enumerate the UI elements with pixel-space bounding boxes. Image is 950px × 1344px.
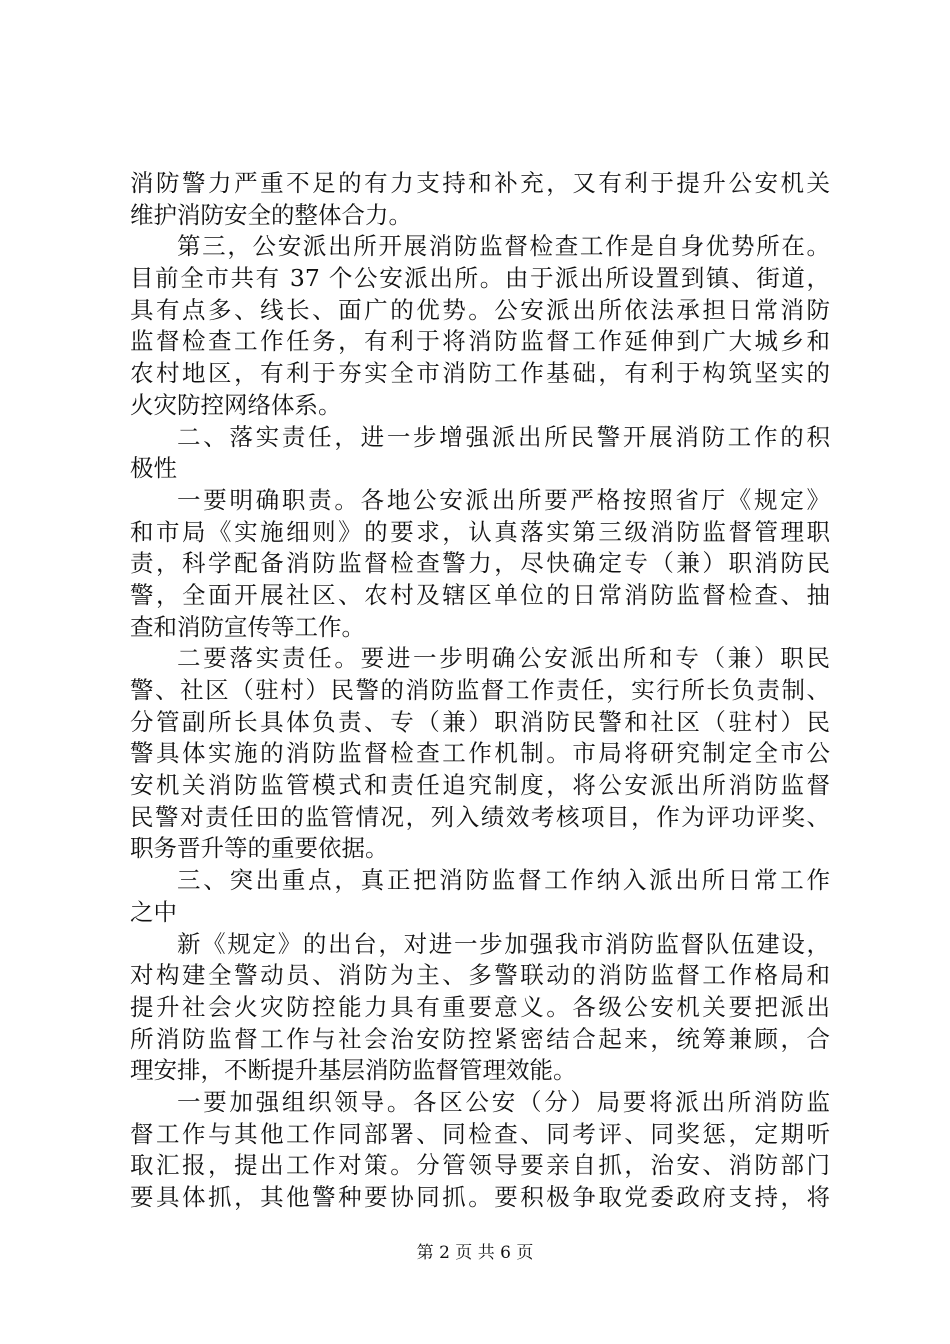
text-line: 安机关消防监管模式和责任追究制度，将公安派出所消防监督 bbox=[130, 771, 830, 800]
document-body bbox=[130, 168, 830, 1214]
text-line: 取汇报，提出工作对策。分管领导要亲自抓，治安、消防部门 bbox=[130, 1151, 830, 1180]
paragraph-first-line: 二要落实责任。要进一步明确公安派出所和专（兼）职民 bbox=[177, 644, 830, 673]
page-footer: 第 2 页 共 6 页 bbox=[416, 1243, 534, 1263]
text-line: 督工作与其他工作同部署、同检查、同考评、同奖惩，定期听 bbox=[130, 1119, 830, 1148]
text-line: 之中 bbox=[130, 897, 177, 926]
text-line: 对构建全警动员、消防为主、多警联动的消防监督工作格局和 bbox=[130, 961, 830, 990]
text-line: 警，全面开展社区、农村及辖区单位的日常消防监督检查、抽 bbox=[130, 580, 830, 609]
text-line: 责，科学配备消防监督检查警力，尽快确定专（兼）职消防民 bbox=[130, 549, 830, 578]
paragraph-first-line: 二、落实责任，进一步增强派出所民警开展消防工作的积 bbox=[177, 422, 830, 451]
paragraph-first-line: 一要明确职责。各地公安派出所要严格按照省厅《规定》 bbox=[177, 485, 830, 514]
text-line: 消防警力严重不足的有力支持和补充，又有利于提升公安机关 bbox=[130, 169, 830, 197]
text-line: 要具体抓，其他警种要协同抓。要积极争取党委政府支持，将 bbox=[130, 1183, 830, 1211]
text-line: 极性 bbox=[130, 454, 177, 483]
text-line: 警具体实施的消防监督检查工作机制。市局将研究制定全市公 bbox=[130, 739, 830, 768]
text-line: 监督检查工作任务，有利于将消防监督工作延伸到广大城乡和 bbox=[130, 327, 830, 356]
text-line: 目前全市共有 37 个公安派出所。由于派出所设置到镇、街道， bbox=[130, 264, 830, 293]
text-line: 维护消防安全的整体合力。 bbox=[130, 200, 412, 229]
text-line: 理安排，不断提升基层消防监督管理效能。 bbox=[130, 1056, 577, 1085]
text-line: 所消防监督工作与社会治安防控紧密结合起来，统筹兼顾，合 bbox=[130, 1024, 830, 1053]
paragraph-first-line: 第三，公安派出所开展消防监督检查工作是自身优势所在。 bbox=[177, 232, 830, 261]
paragraph-first-line: 三、突出重点，真正把消防监督工作纳入派出所日常工作 bbox=[177, 866, 830, 895]
text-line: 警、社区（驻村）民警的消防监督工作责任，实行所长负责制、 bbox=[130, 676, 830, 704]
text-line: 民警对责任田的监管情况，列入绩效考核项目，作为评功评奖、 bbox=[130, 802, 830, 831]
text-line: 具有点多、线长、面广的优势。公安派出所依法承担日常消防 bbox=[130, 295, 830, 324]
paragraph-first-line: 新《规定》的出台，对进一步加强我市消防监督队伍建设， bbox=[177, 929, 830, 958]
text-line: 提升社会火灾防控能力具有重要意义。各级公安机关要把派出 bbox=[130, 992, 830, 1021]
text-line: 职务晋升等的重要依据。 bbox=[130, 834, 389, 863]
text-line: 火灾防控网络体系。 bbox=[130, 390, 342, 419]
text-line: 和市局《实施细则》的要求，认真落实第三级消防监督管理职 bbox=[130, 517, 830, 546]
text-line: 查和消防宣传等工作。 bbox=[130, 612, 365, 641]
text-line: 分管副所长具体负责、专（兼）职消防民警和社区（驻村）民 bbox=[130, 707, 830, 736]
paragraph-first-line: 一要加强组织领导。各区公安（分）局要将派出所消防监 bbox=[177, 1087, 830, 1116]
text-line: 农村地区，有利于夯实全市消防工作基础，有利于构筑坚实的 bbox=[130, 359, 830, 388]
